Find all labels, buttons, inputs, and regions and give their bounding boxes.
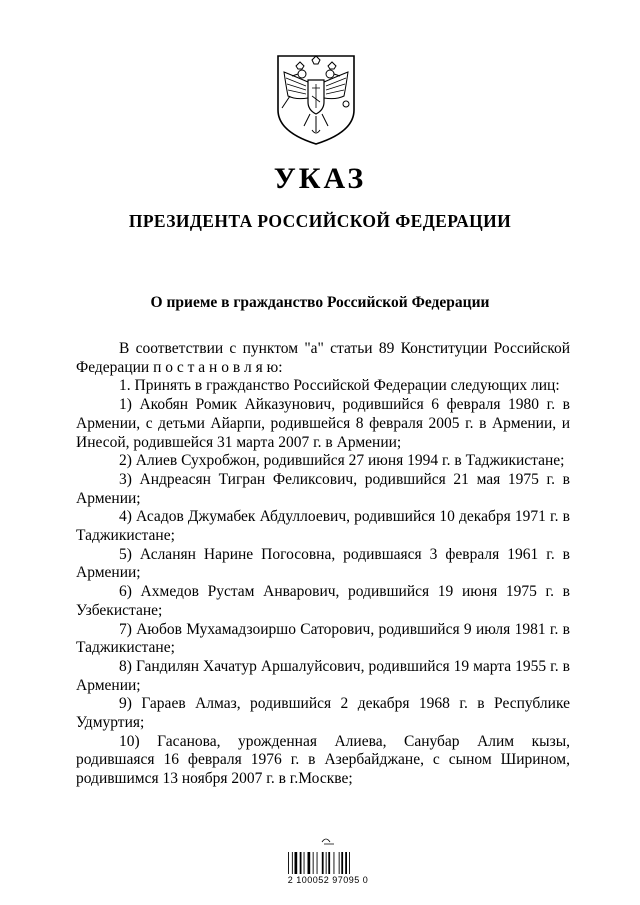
document-title: УКАЗ xyxy=(273,162,367,195)
decree-list-item: 6) Ахмедов Рустам Анварович, родившийся 19 июня 1975 г. в Узбекистане; xyxy=(76,583,570,619)
double-headed-eagle-emblem-icon xyxy=(274,52,358,146)
decree-list-item: 8) Гандилян Хачатур Аршалуйсович, родившийся 19 марта 1955 г. в Армении; xyxy=(76,657,570,694)
decree-list-item: 2) Алиев Сухробжон, родившийся 27 июня 1994 г. в Таджикистане; xyxy=(119,452,565,470)
barcode-number: 2 100052 97095 0 xyxy=(287,875,369,885)
decree-paragraph: 1. Принять в гражданство Российской Федерации следующих лиц: xyxy=(119,377,560,395)
decree-list-item: 4) Асадов Джумабек Абдуллоевич, родившийся 10 декабря 1971 г. в Таджикистане; xyxy=(76,508,570,545)
decree-body xyxy=(76,340,570,789)
decree-paragraph: В соответствии с пунктом "а" статьи 89 Конституции Российской Федерации п о с т а н о в л я ю: xyxy=(76,340,570,376)
decree-heading: О приеме в гражданство Российской Федерации xyxy=(150,294,490,311)
decree-list-item: 5) Асланян Нарине Погосовна, родившаяся 3 февраля 1961 г. в Армении; xyxy=(76,545,570,582)
document-subtitle: ПРЕЗИДЕНТА РОССИЙСКОЙ ФЕДЕРАЦИИ xyxy=(128,211,512,231)
decree-list-item: 3) Андреасян Тигран Феликсович, родившийся 21 мая 1975 г. в Армении; xyxy=(76,470,570,507)
barcode-icon xyxy=(286,834,370,898)
decree-list-item: 7) Аюбов Мухамадзоиршо Саторович, родившийся 9 июля 1981 г. в Таджикистане; xyxy=(76,620,570,657)
decree-list-item: 9) Гараев Алмаз, родившийся 2 декабря 1968 г. в Республике Удмуртия; xyxy=(76,695,570,732)
decree-list-item: 10) Гасанова, урожденная Алиева, Санубар Алим кызы, родившаяся 16 февраля 1976 г. в Азербайджане, с сыном Ширином, родившимся 13 ноября 2007 г. в г.Москве; xyxy=(76,732,570,788)
decree-list-item: 1) Акобян Ромик Айказунович, родившийся 6 февраля 1980 г. в Армении, с детьми Айарпи, родившейся 8 февраля 2005 г. в Армении, и Инесой, родившейся 31 марта 2007 г. в Армении; xyxy=(76,396,570,451)
